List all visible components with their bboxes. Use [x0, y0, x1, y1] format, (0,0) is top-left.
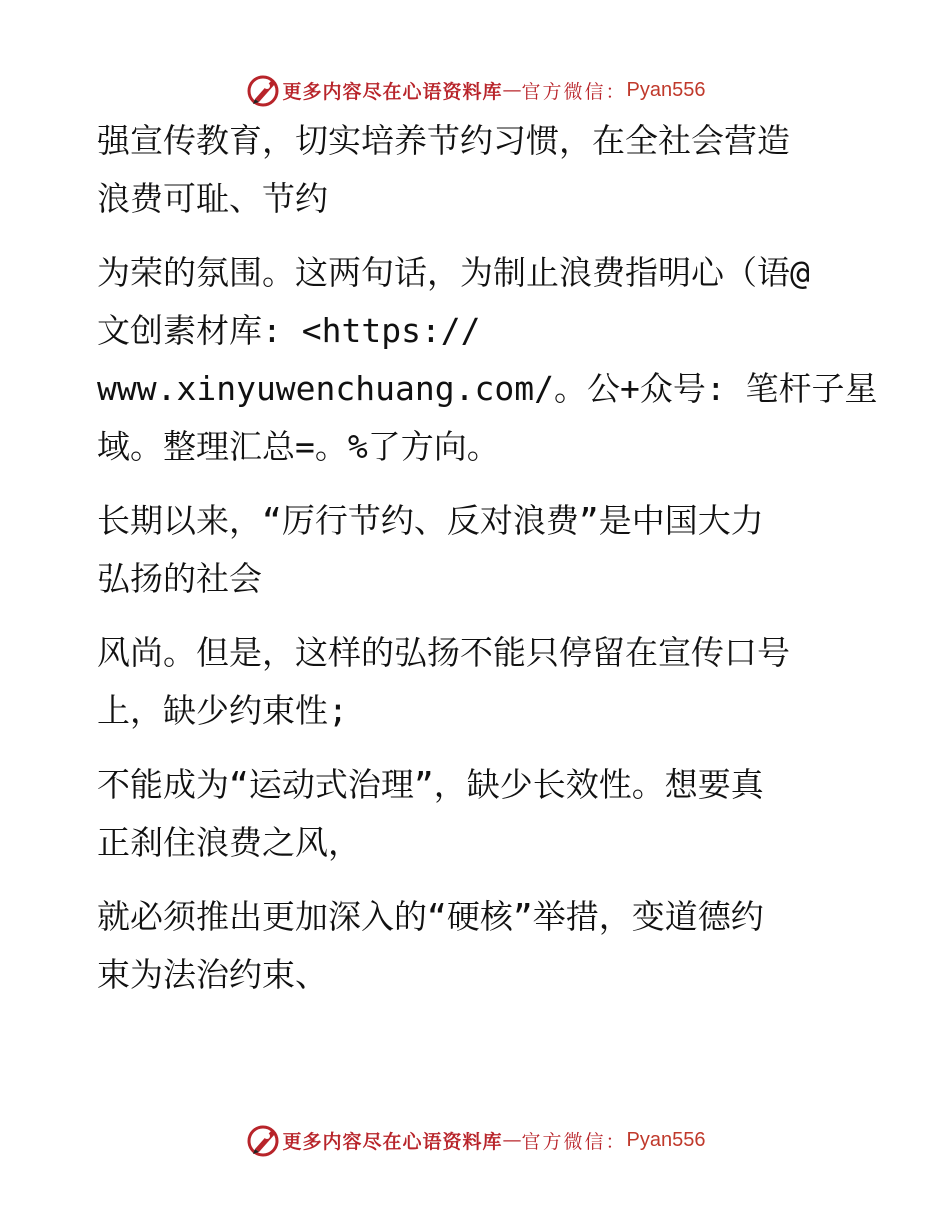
text-line: 上，缺少约束性;: [97, 691, 348, 730]
document-body: [97, 112, 878, 1004]
text-line: 域。整理汇总=。%了方向。: [97, 427, 500, 466]
text-line: 不能成为“运动式治理”，缺少长效性。想要真: [97, 765, 764, 804]
paragraph-3: [97, 492, 837, 608]
header-banner: [0, 70, 950, 110]
pen-logo-icon: [245, 72, 281, 108]
text-line: 文创素材库: <https://: [97, 311, 481, 350]
banner-main-text: 更多内容尽在心语资料库: [282, 80, 503, 103]
paragraph-4: [97, 624, 837, 740]
text-line: 弘扬的社会: [97, 559, 262, 598]
text-line: 长期以来，“厉行节约、反对浪费”是中国大力: [97, 501, 764, 540]
text-line: 强宣传教育，切实培养节约习惯，在全社会营造: [97, 121, 790, 160]
text-line: 风尚。但是，这样的弘扬不能只停留在宣传口号: [97, 633, 790, 672]
banner-main-text: 更多内容尽在心语资料库: [282, 1130, 503, 1153]
banner-dash: —: [502, 79, 522, 101]
text-line: 就必须推出更加深入的“硬核”举措，变道德约: [97, 897, 764, 936]
text-line: 为荣的氛围。这两句话，为制止浪费指明心（语@: [97, 253, 810, 292]
paragraph-2: [97, 244, 878, 476]
text-line: www.xinyuwenchuang.com/。公+众号: 笔杆子星: [97, 369, 878, 408]
banner-wechat-id: Pyan556: [626, 1128, 706, 1151]
footer-banner: [0, 1120, 950, 1160]
text-line: 浪费可耻、节约: [97, 179, 328, 218]
banner-sub-text: 官方微信：: [521, 1130, 627, 1153]
paragraph-1: [97, 112, 837, 228]
pen-logo-icon: [245, 1122, 281, 1158]
text-line: 束为法治约束、: [97, 955, 328, 994]
banner-sub-text: 官方微信：: [521, 80, 627, 103]
banner-dash: —: [502, 1129, 522, 1151]
paragraph-5: [97, 756, 837, 872]
text-line: 正刹住浪费之风，: [97, 823, 361, 862]
banner-wechat-id: Pyan556: [626, 78, 706, 101]
paragraph-6: [97, 888, 837, 1004]
